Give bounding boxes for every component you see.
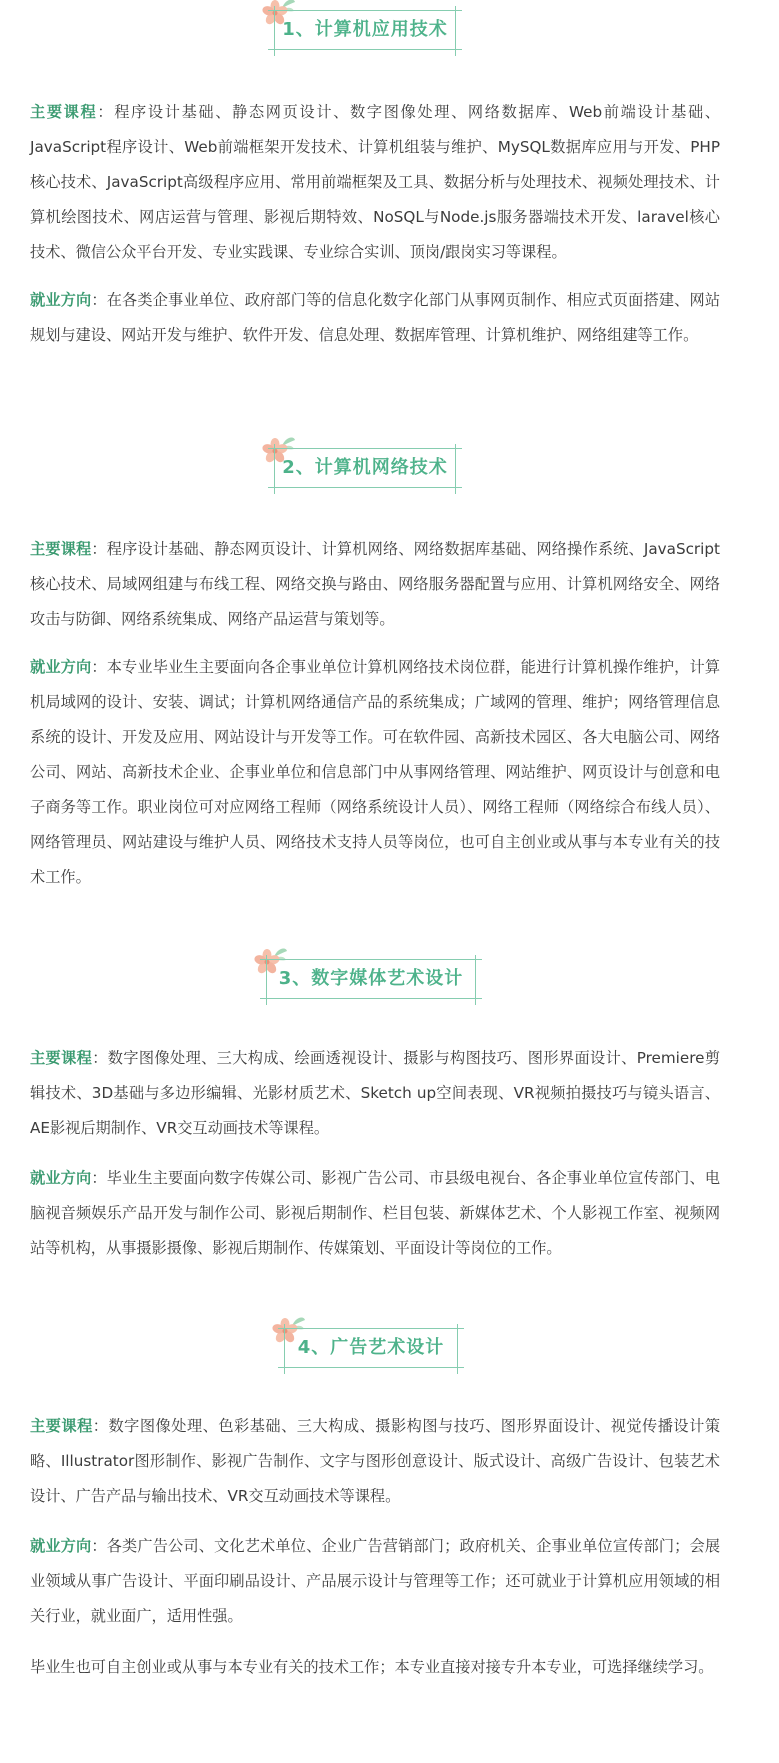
jobs-paragraph [30,283,720,353]
jobs-paragraph [30,1161,720,1266]
courses-label: 主要课程 [30,1417,93,1435]
jobs-text: ：各类广告公司、文化艺术单位、企业广告营销部门；政府机关、企事业单位宣传部门；会展业领域从事广告设计、平面印刷品设计、产品展示设计与管理等工作；还可就业于计算机应用领域的相关行业，就业面广，适用性强。 [30,1537,721,1625]
jobs-paragraph [30,650,720,895]
section-digital-media-art [0,955,779,1011]
section-title: 3、数字媒体艺术设计 [278,968,464,989]
courses-text: ：程序设计基础、静态网页设计、数字图像处理、网络数据库、Web前端设计基础、JavaScript程序设计、Web前端框架开发技术、计算机组装与维护、MySQL数据库应用与开发、PHP核心技术、JavaScript高级程序应用、常用前端框架及工具、数据分析与处理技术、视频处理技术、计算机绘图技术、网店运营与管理、影视后期特效、NoSQL与Node.js服务器端技术开发、laravel核心技术、微信公众平台开发、专业实践课、专业综合实训、顶岗/跟岗实习等课程。 [30,103,720,261]
jobs-text: ：在各类企事业单位、政府部门等的信息化数字化部门从事网页制作、相应式页面搭建、网站规划与建设、网站开发与维护、软件开发、信息处理、数据库管理、计算机维护、网络组建等工作。 [30,291,721,344]
jobs-label: 就业方向 [30,1169,92,1187]
extra-paragraph [30,1650,720,1685]
section-computer-application [0,6,779,62]
courses-paragraph [30,532,720,637]
jobs-label: 就业方向 [30,291,92,309]
section-title-banner [268,444,462,500]
section-title: 4、广告艺术设计 [297,1337,445,1358]
courses-text: ：程序设计基础、静态网页设计、计算机网络、网络数据库基础、网络操作系统、JavaScript核心技术、局域网组建与布线工程、网络交换与路由、网络服务器配置与应用、计算机网络安全、网络攻击与防御、网络系统集成、网络产品运营与策划等。 [30,540,720,628]
section-advertising-art [0,1324,779,1380]
section-title-banner [268,6,462,62]
section-title-banner [278,1324,464,1380]
courses-paragraph [30,95,720,270]
courses-paragraph [30,1041,720,1146]
courses-paragraph [30,1409,720,1514]
jobs-label: 就业方向 [30,658,92,676]
courses-label: 主要课程 [30,1049,93,1067]
courses-text: ：数字图像处理、三大构成、绘画透视设计、摄影与构图技巧、图形界面设计、Premiere剪辑技术、3D基础与多边形编辑、光影材质艺术、Sketch up空间表现、VR视频拍摄技巧与镜头语言、AE影视后期制作、VR交互动画技术等课程。 [30,1049,721,1137]
courses-label: 主要课程 [30,540,92,558]
extra-text: 毕业生也可自主创业或从事与本专业有关的技术工作；本专业直接对接专升本专业，可选择继续学习。 [30,1658,714,1676]
jobs-text: ：本专业毕业生主要面向各企事业单位计算机网络技术岗位群，能进行计算机操作维护，计算机局域网的设计、安装、调试；计算机网络通信产品的系统集成；广域网的管理、维护；网络管理信息系统的设计、开发及应用、网站设计与开发等工作。可在软件园、高新技术园区、各大电脑公司、网络公司、网站、高新技术企业、企事业单位和信息部门中从事网络管理、网站维护、网页设计与创意和电子商务等工作。职业岗位可对应网络工程师（网络系统设计人员）、网络工程师（网络综合布线人员）、网络管理员、网站建设与维护人员、网络技术支持人员等岗位，也可自主创业或从事与本专业有关的技术工作。 [30,658,721,886]
courses-text: ：数字图像处理、色彩基础、三大构成、摄影构图与技巧、图形界面设计、视觉传播设计策略、Illustrator图形制作、影视广告制作、文字与图形创意设计、版式设计、高级广告设计、包装艺术设计、广告产品与输出技术、VR交互动画技术等课程。 [30,1417,721,1505]
jobs-text: ：毕业生主要面向数字传媒公司、影视广告公司、市县级电视台、各企事业单位宣传部门、电脑视音频娱乐产品开发与制作公司、影视后期制作、栏目包装、新媒体艺术、个人影视工作室、视频网站等机构，从事摄影摄像、影视后期制作、传媒策划、平面设计等岗位的工作。 [30,1169,721,1257]
section-title: 1、计算机应用技术 [282,19,448,40]
section-title-banner [260,955,482,1011]
section-title: 2、计算机网络技术 [282,457,448,478]
courses-label: 主要课程 [30,103,98,121]
section-computer-network [0,444,779,500]
jobs-paragraph [30,1529,720,1634]
jobs-label: 就业方向 [30,1537,92,1555]
